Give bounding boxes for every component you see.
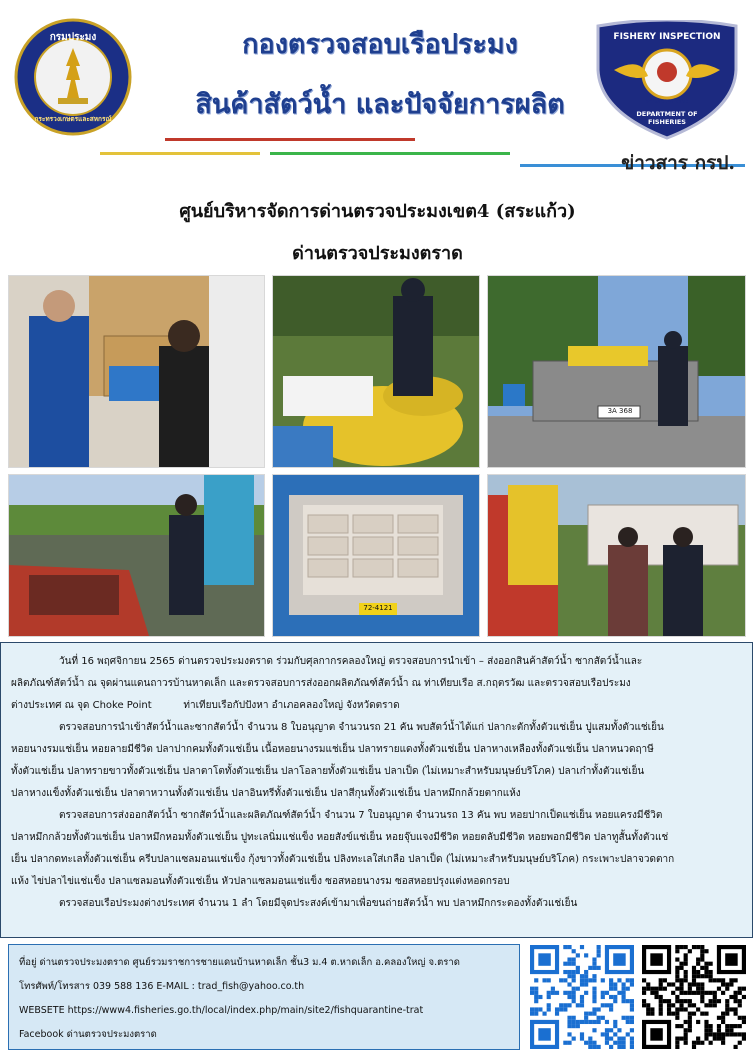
qr-code-icon[interactable] [530,944,634,1050]
photo-6 [487,474,746,637]
footer-address: ที่อยู่ ด่านตรวจประมงตราด ศูนย์รวมราชการชายแดนบ้านหาดเล็ก ชั้น3 ม.4 ต.หาดเล็ก อ.คลองใหญ่ จ.ตราด [19,957,460,968]
para1-line2: ผลิตภัณฑ์สัตว์น้ำ ณ จุดผ่านแดนถาวรบ้านหาดเล็ก และตรวจสอบการส่งออกผลิตภัณฑ์สัตว์น้ำ ณ ท่าเทียบเรือ ส.กฤตรวัฒ และตรวจสอบเรือประมง [11,678,631,689]
photo-5 [272,474,480,637]
footer-phone-email[interactable]: โทรศัพท์/โทรสาร 039 588 136 E-MAIL : trad_fish@yahoo.co.th [19,981,305,992]
para2-line1: ตรวจสอบการนำเข้าสัตว์น้ำและซากสัตว์น้ำ จำนวน 8 ใบอนุญาต จำนวนรถ 21 คัน พบสัตว์น้ำได้แก่ ปลากะตักทั้งตัวแช่เย็น ปูแสมทั้งตัวแช่เย็น [59,722,664,733]
badge-center-text: ด่านตรวจประมง [645,98,689,105]
para2-line4: ปลาหางแข็งทั้งตัวแช่เย็น ปลาตาหวานทั้งตัวแช่เย็น ปลาอินทรีทั้งตัวแช่เย็น ปลาสีกุนทั้งตัวแช่เย็น ปลาหมึกกล้วยตากแห้ง [11,788,521,799]
seal-bottom-text: กระทรวงเกษตรและสหกรณ์ [34,115,112,123]
report-body [0,642,753,938]
footer-website-link[interactable]: WEBSETE https://www4.fisheries.go.th/local/index.php/main/site2/fishquarantine-trat [19,1005,424,1016]
photo-3 [487,275,746,468]
photo-1 [8,275,265,468]
center-name: ศูนย์บริหารจัดการด่านตรวจประมงเขต4 (สระแก้ว) [179,201,576,222]
para3-line3: เย็น ปลากดทะเลทั้งตัวแช่เย็น ครีบปลาแซลมอนแช่แข็ง กุ้งขาวทั้งตัวแช่เย็น ปลิงทะเลใส่เกลือ ปลาเป็ด (ไม่เหมาะสำหรับมนุษย์บริโภค) กระเพาะปลาจวดตาก [11,854,675,865]
para3-line1: ตรวจสอบการส่งออกสัตว์น้ำ ซากสัตว์น้ำและผลิตภัณฑ์สัตว์น้ำ จำนวน 7 ใบอนุญาต จำนวนรถ 13 คัน พบ หอยปากเป็ดแช่เย็น หอยแครงมีชีวิต [59,810,663,821]
divider-red [165,138,415,141]
page-title-line2: สินค้าสัตว์น้ำ และปัจจัยการผลิต [195,89,565,120]
para1-line3: ต่างประเทศ ณ จุด Choke Point ท่าเทียบเรือกัปปังหา อำเภอคลองใหญ่ จังหวัดตราด [11,700,400,711]
para2-line2: หอยนางรมแช่เย็น หอยลายมีชีวิต ปลาปากคมทั้งตัวแช่เย็น เนื้อหอยนางรมแช่เย็น ปลาทรายแดงทั้งตัวแช่เย็น ปลาหางเหลืองทั้งตัวแช่เย็น ปลาหนวดฤาษี [11,744,654,755]
photo-4 [8,474,265,637]
news-label: ข่าวสาร กรป. [621,152,735,174]
footer-facebook-link[interactable]: Facebook ด่านตรวจประมงตราด [19,1029,157,1040]
seal-top-text: กรมประมง [49,32,97,43]
para3-line2: ปลาหมึกกล้วยทั้งตัวแช่เย็น ปลาหมึกหอมทั้งตัวแช่เย็น ปูทะเลนิ่มแช่แข็ง หอยสังข์แช่เย็น หอยจุ๊บแจงมีชีวิต หอยตลับมีชีวิต หอยพอกมีชีวิต ปลาทูสั้นทั้งตัวแช่ [11,832,669,843]
para2-line3: ทั้งตัวแช่เย็น ปลาทรายขาวทั้งตัวแช่เย็น ปลาตาโตทั้งตัวแช่เย็น ปลาโอลายทั้งตัวแช่เย็น ปลาเป็ด (ไม่เหมาะสำหรับมนุษย์บริโภค) ปลาเก๋าทั้งตัวแช่เย็น [11,766,645,777]
divider-yellow [100,152,260,155]
para3-line4: แห้ง ไข่ปลาไข่แช่แข็ง ปลาแซลมอนทั้งตัวแช่เย็น หัวปลาแซลมอนแช่แข็ง ซอสหอยนางรม ซอสหอยปรุงแต่งหอดกรอบ [11,876,510,887]
para1-line1: วันที่ 16 พฤศจิกายน 2565 ด่านตรวจประมงตราด ร่วมกับศุลกากรคลองใหญ่ ตรวจสอบการนำเข้า – ส่งออกสินค้าสัตว์น้ำ ซากสัตว์น้ำและ [59,656,643,667]
container-plate: 72-4121 [363,604,393,612]
qr-code-blue[interactable] [530,944,634,1050]
checkpoint-name: ด่านตรวจประมงตราด [292,243,463,264]
para4-line1: ตรวจสอบเรือประมงต่างประเทศ จำนวน 1 ลำ โดยมีจุดประสงค์เข้ามาเพื่อขนถ่ายสัตว์น้ำ พบ ปลาหมึกกระดองทั้งตัวแช่เย็น [59,898,578,909]
contact-footer [8,944,520,1050]
page-title-line1: กองตรวจสอบเรือประมง [242,29,518,60]
qr-code-black[interactable] [642,944,746,1050]
department-seal-logo [14,18,132,136]
badge-bottom-text: DEPARTMENT OF FISHERIES [636,110,698,126]
badge-top-text: FISHERY INSPECTION [613,32,721,42]
photo-2 [272,275,480,468]
truck-plate: 3A 368 [607,407,633,415]
divider-green [270,152,510,155]
qr-code-icon[interactable] [642,944,746,1050]
